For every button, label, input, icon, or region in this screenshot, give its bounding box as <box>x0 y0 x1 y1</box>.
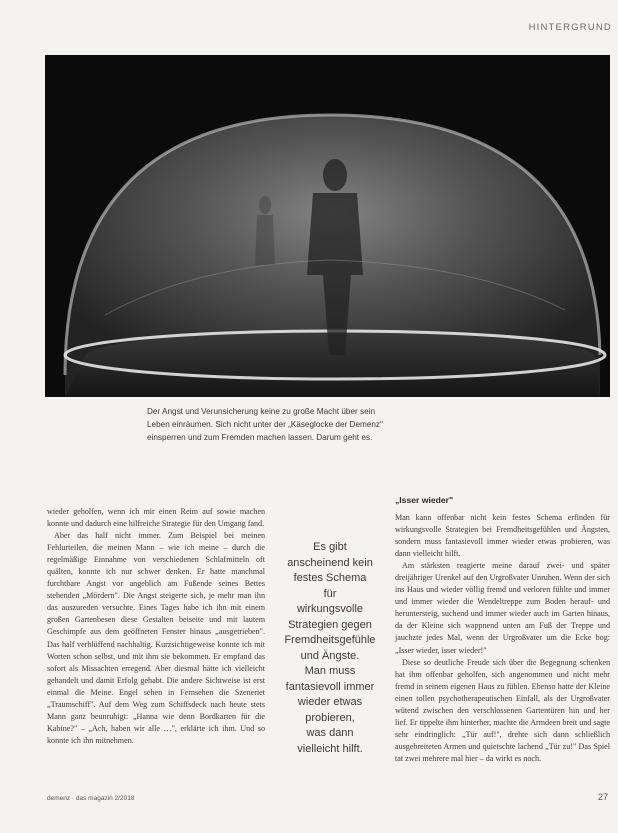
pull-quote-line: festes Schema <box>293 572 367 584</box>
pull-quote-line: und Ängste. <box>300 649 360 662</box>
pull-quote <box>280 540 380 757</box>
pull-quote-line: Es gibt <box>313 541 347 553</box>
bell-jar-silhouette-photo <box>45 55 610 397</box>
pull-quote-line: für <box>323 587 337 600</box>
magazine-footer: demenz · das magazin 2/2018 <box>47 795 135 802</box>
pull-quote-line: wieder etwas <box>297 696 363 708</box>
caption-line: einsperren und zum Fremden machen lassen. Darum geht es. <box>147 433 373 442</box>
photo-caption <box>147 405 492 444</box>
body-paragraph: Am stärksten reagierte meine darauf zwei- und später dreijähriger Urenkel auf den Urgroßvater Unruhen. Wenn der sich ins Haus und wieder völlig fremd und verloren fühlte und immer und immer wieder die Wendeltreppe zum Boden herauf- und heruntersteig, suchend und immer wieder auch im Garten hinaus, da der Kleine sich wappnend unten am Fuß der Treppe und jauchzte jedes Mal, wenn der Urgroßvater um die Ecke bog: „Isser wieder, isser wieder!" <box>395 561 610 655</box>
left-column <box>47 506 265 747</box>
body-paragraph: wieder geholfen, wenn ich mir einen Reim auf sowie machen konnte und dadurch eine hilfreiche Strategie für den Umgang fand. <box>47 507 265 529</box>
hero-photo <box>45 55 610 397</box>
body-paragraph: Man kann offenbar nicht kein festes Schema erfinden für wirkungsvolle Strategien bei Fremdheitsgefühlen und Ängsten, sondern muss fantasievoll immer wieder etwas probieren, was dann vielleicht hilft. <box>395 513 610 559</box>
pull-quote-line: Man muss <box>304 665 356 677</box>
page-number: 27 <box>597 792 608 802</box>
pull-quote-line: anscheinend kein <box>287 556 373 569</box>
caption-line: Leben einräumen. Sich nicht unter der „Käseglocke der Demenz" <box>147 420 383 429</box>
body-paragraph: Aber das half nicht immer. Zum Beispiel bei meinen Fehlurteilen, die meinen Mann – wie ich meine – durch die regelmäßige Einnahme von verschiedenen Schlafmitteln oft quälten, konnte ich nur schwer denken. Er hatte manchmal furchtbare Angst vor angeblich am Fußende seines Bettes stehenden „Mördern". Die Angst steigerte sich, je mehr man ihn das auszureden versuchte. Eines Tages habe ich ihn mit einem großen Gartenbesen diese Gestalten beiseite und mit lautem Geschimpfe aus dem geöffneten Fenster hinaus „ausgetrieben". Das half verblüffend nachhaltig. Kurzsichtigeweise konnte ich mit Worten schon selbst, und mit ihm sie bekommen. Er empfand das sofort als Missachten erregend. Aber diesmal hätte ich vielleicht gehandelt und damit Erfolg gehabt. Die andere Sichtweise ist erst einmal die Meine. Engel sehen in Fernsehen die Szeneriet „Traumschiff". Auf dem Weg zum Schiffsdeck nach heute stets Mann ganz beunruhigt: „Hanna wie denn Bordkarten für die Kabine?" – „Ach, haben wir alle …", erklärte ich ihm. Und so konnte ich ihn mitnehmen. <box>47 531 265 745</box>
pull-quote-line: probieren, <box>305 711 355 724</box>
right-column <box>395 512 610 765</box>
body-paragraph: Diese so deutliche Freude sich über die Begegnung schenken hat ihm offenbar geholfen, sich angenommen und nicht mehr fremd in seinem eigenen Haus zu fühlen. Ebenso hatte der Kleine einen tollen psychotherapeutischen Einfall, als der Urgroßvater wütend zwischen den verschlossenen Gartentüren hin und her lief. Er tippelte ihm hinterher, machte die Armdeen breit und sagte sehr eindringlich: „Tür auf!", drehte sich dann schließlich ausgebreiteten Armen und quietschte lachend „Tür zu!" Das Spiel tat zwei mehrere mal hier – da wirkt es noch. <box>395 657 610 763</box>
caption-line: Der Angst und Verunsicherung keine zu große Macht über sein <box>147 407 376 416</box>
pull-quote-line: was dann <box>306 727 354 739</box>
section-tag: HINTERGRUND <box>528 22 612 33</box>
pull-quote-line: Strategien gegen <box>288 618 372 631</box>
pull-quote-line: wirkungsvolle <box>296 603 364 615</box>
pull-quote-line: fantasievoll immer <box>285 680 375 693</box>
pull-quote-line: vielleicht hilft. <box>297 742 363 755</box>
pull-quote-line: Fremdheitsgefühle <box>284 634 376 646</box>
section-subhead: „Isser wieder" <box>395 495 454 505</box>
